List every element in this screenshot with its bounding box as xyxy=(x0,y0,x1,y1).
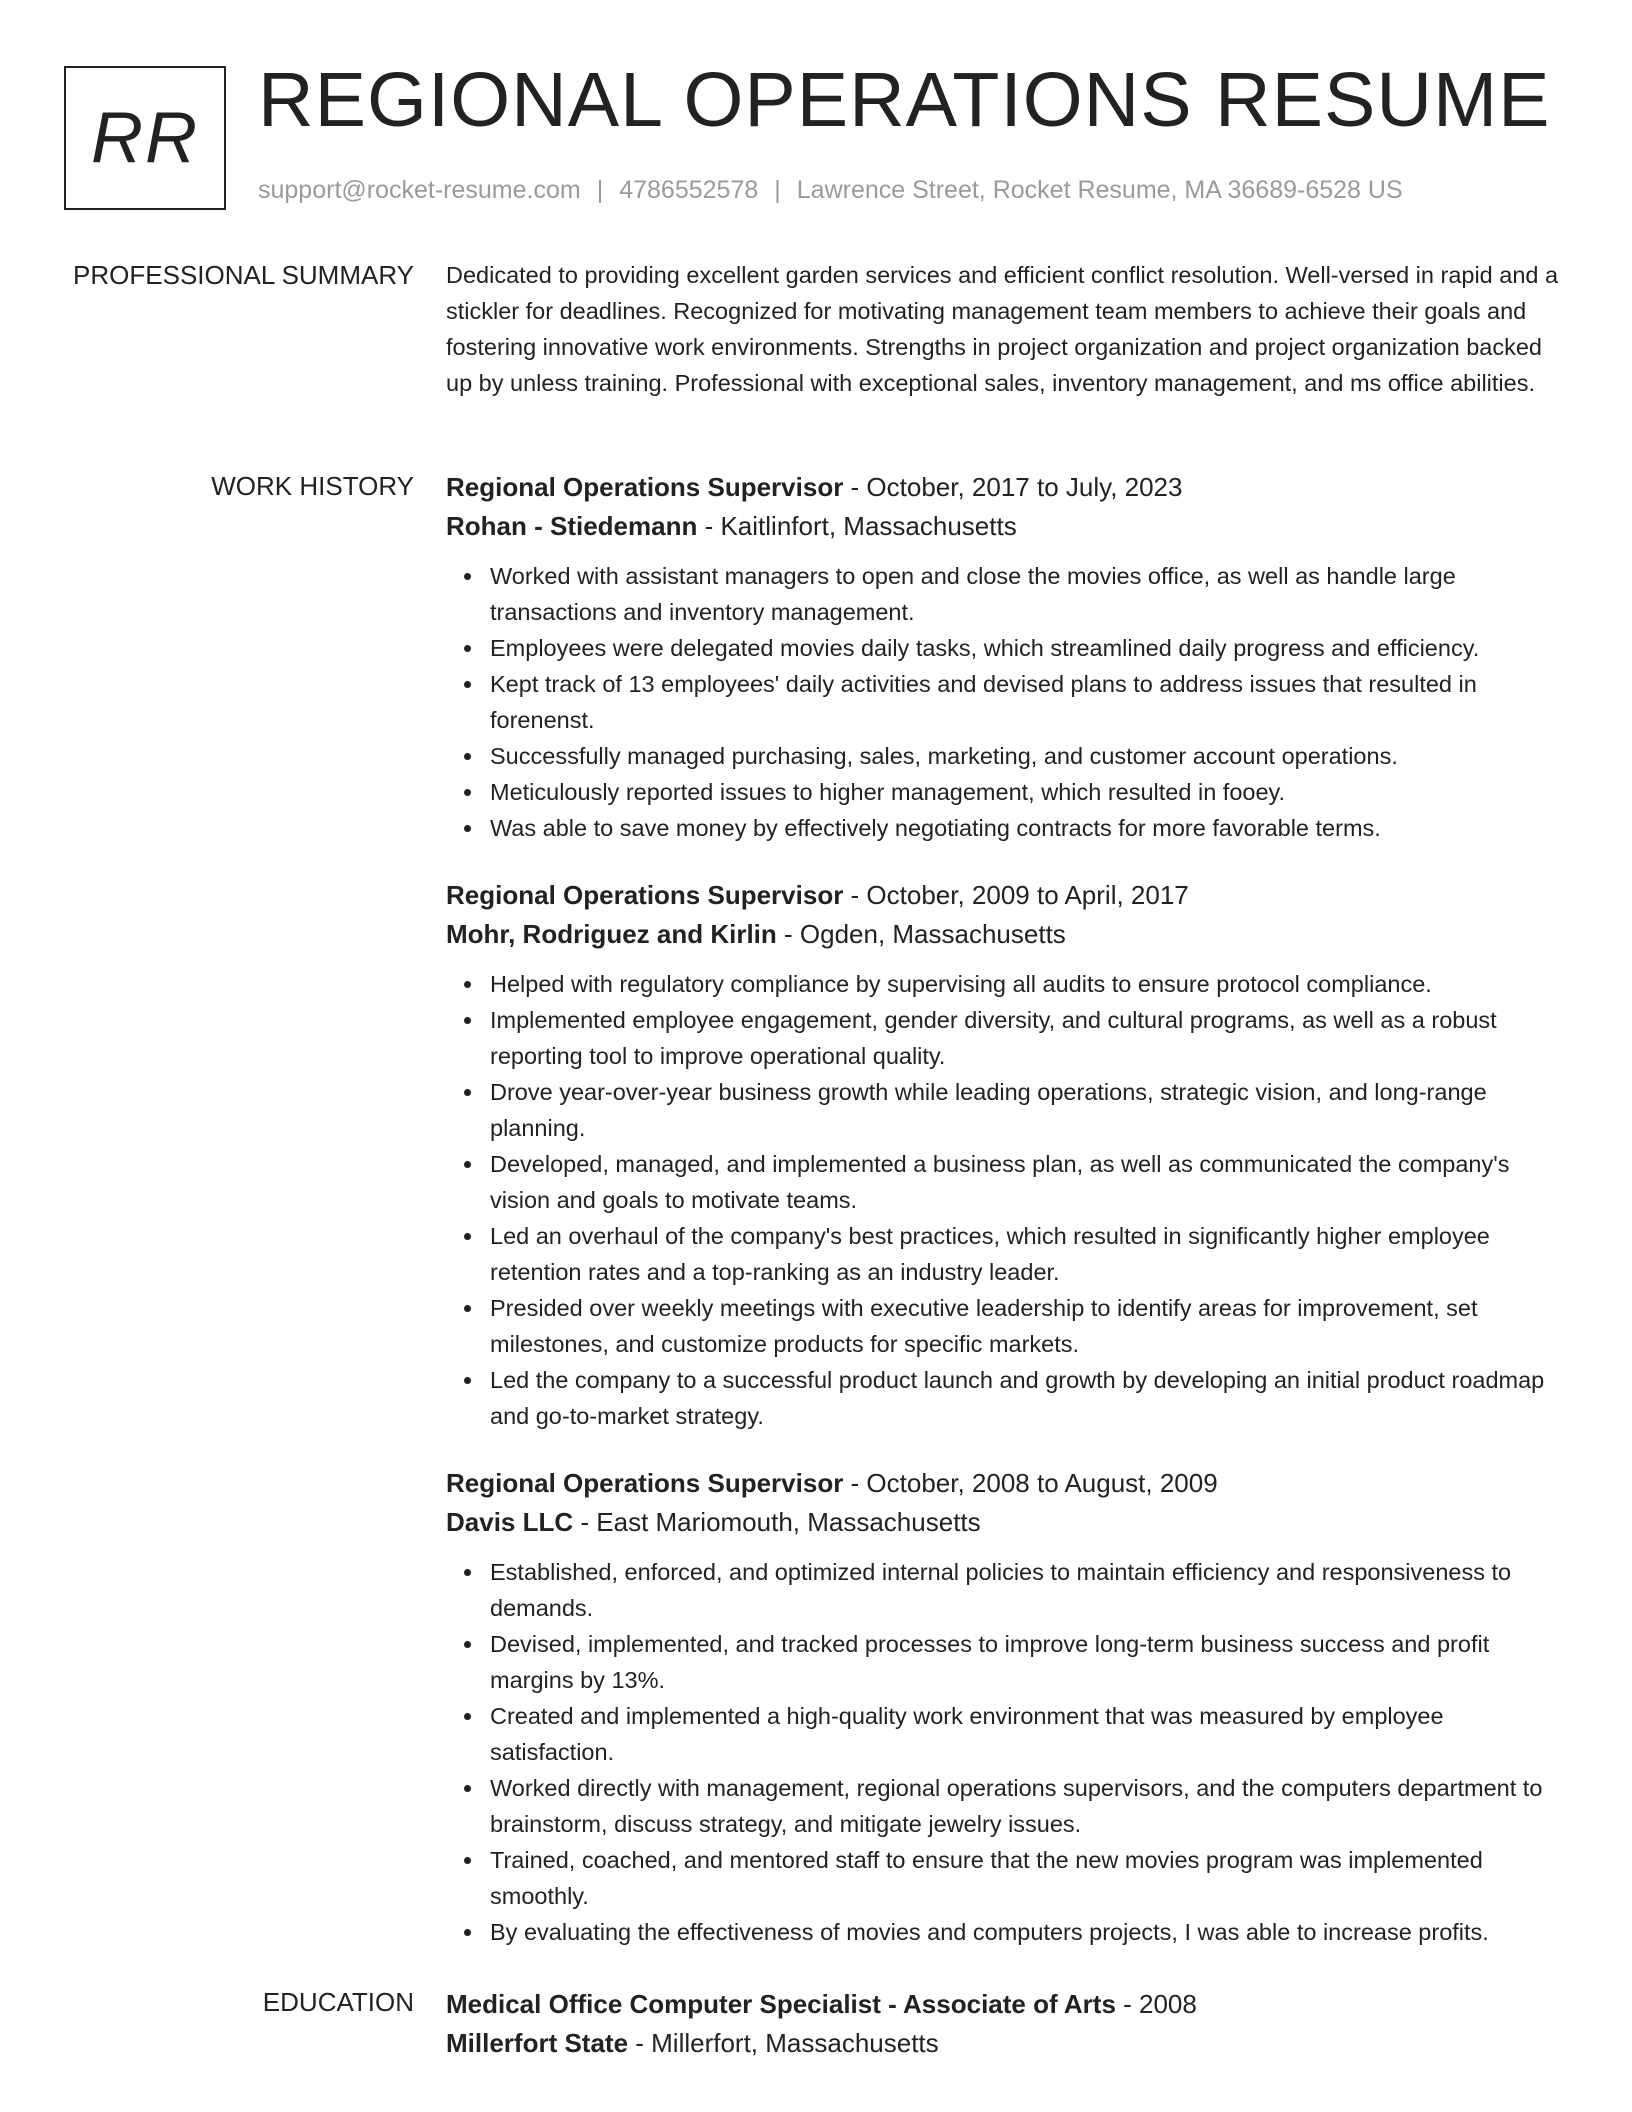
job-bullet: Established, enforced, and optimized internal policies to maintain efficiency and responsiveness to demands. xyxy=(446,1554,1564,1626)
contact-separator: | xyxy=(774,176,781,204)
resume-title: REGIONAL OPERATIONS RESUME xyxy=(258,57,1551,143)
education-body xyxy=(446,1985,1564,2063)
job-bullets xyxy=(446,1554,1564,1950)
education-school-line xyxy=(446,2024,1564,2063)
section-label-education: EDUCATION xyxy=(262,1987,414,2017)
education-year: - 2008 xyxy=(1115,1989,1197,2019)
job-entry xyxy=(446,876,1564,1434)
job-bullets xyxy=(446,966,1564,1434)
job-bullet: Trained, coached, and mentored staff to ensure that the new movies program was implemented smoothly. xyxy=(446,1842,1564,1914)
monogram-logo: RR xyxy=(64,66,226,210)
job-title: Regional Operations Supervisor xyxy=(446,1468,844,1498)
job-location: - Kaitlinfort, Massachusetts xyxy=(697,511,1017,541)
job-bullet: Helped with regulatory compliance by supervising all audits to ensure protocol compliance. xyxy=(446,966,1564,1002)
job-title: Regional Operations Supervisor xyxy=(446,472,844,502)
job-bullet: Presided over weekly meetings with executive leadership to identify areas for improvement, set milestones, and customize products for specific markets. xyxy=(446,1290,1564,1362)
job-dates: - October, 2017 to July, 2023 xyxy=(843,472,1183,502)
job-location: - Ogden, Massachusetts xyxy=(776,919,1066,949)
job-title-line xyxy=(446,876,1564,915)
job-company-line xyxy=(446,507,1564,546)
job-bullet: Drove year-over-year business growth while leading operations, strategic vision, and long-range planning. xyxy=(446,1074,1564,1146)
education-location: - Millerfort, Massachusetts xyxy=(628,2028,939,2058)
job-bullet: Successfully managed purchasing, sales, marketing, and customer account operations. xyxy=(446,738,1564,774)
job-dates: - October, 2009 to April, 2017 xyxy=(843,880,1189,910)
job-bullet: Developed, managed, and implemented a business plan, as well as communicated the company's vision and goals to motivate teams. xyxy=(446,1146,1564,1218)
education-degree: Medical Office Computer Specialist - Associate of Arts xyxy=(446,1989,1116,2019)
contact-email: support@rocket-resume.com xyxy=(258,176,581,204)
contact-phone: 4786552578 xyxy=(619,176,759,204)
job-title-line xyxy=(446,1464,1564,1503)
job-entry xyxy=(446,468,1564,846)
job-bullet: Devised, implemented, and tracked processes to improve long-term business success and profit margins by 13%. xyxy=(446,1626,1564,1698)
job-location: - East Mariomouth, Massachusetts xyxy=(573,1507,981,1537)
job-bullet: Was able to save money by effectively negotiating contracts for more favorable terms. xyxy=(446,810,1564,846)
job-company-line xyxy=(446,1503,1564,1542)
job-bullet: By evaluating the effectiveness of movies and computers projects, I was able to increase profits. xyxy=(446,1914,1564,1950)
job-bullet: Led an overhaul of the company's best practices, which resulted in significantly higher employee retention rates and a top-ranking as an industry leader. xyxy=(446,1218,1564,1290)
job-bullet: Implemented employee engagement, gender diversity, and cultural programs, as well as a robust reporting tool to improve operational quality. xyxy=(446,1002,1564,1074)
contact-address: Lawrence Street, Rocket Resume, MA 36689-6528 US xyxy=(796,176,1403,204)
section-label-work-history: WORK HISTORY xyxy=(211,471,414,501)
job-bullet: Employees were delegated movies daily tasks, which streamlined daily progress and efficiency. xyxy=(446,630,1564,666)
summary-text: Dedicated to providing excellent garden services and efficient conflict resolution. Well-versed in rapid and a stickler for deadlines. Recognized for motivating management team members to achieve their goals and fostering innovative work environments. Strengths in project organization and project organization backed up by unless training. Professional with exceptional sales, inventory management, and ms office abilities. xyxy=(446,262,1559,396)
job-title-line xyxy=(446,468,1564,507)
job-bullet: Worked directly with management, regional operations supervisors, and the computers department to brainstorm, discuss strategy, and mitigate jewelry issues. xyxy=(446,1770,1564,1842)
section-label-summary: PROFESSIONAL SUMMARY xyxy=(73,260,414,290)
job-company: Rohan - Stiedemann xyxy=(446,511,698,541)
job-company: Mohr, Rodriguez and Kirlin xyxy=(446,919,777,949)
education-school: Millerfort State xyxy=(446,2028,629,2058)
job-bullet: Created and implemented a high-quality work environment that was measured by employee satisfaction. xyxy=(446,1698,1564,1770)
job-bullet: Worked with assistant managers to open and close the movies office, as well as handle large transactions and inventory management. xyxy=(446,558,1564,630)
job-company: Davis LLC xyxy=(446,1507,574,1537)
job-company-line xyxy=(446,915,1564,954)
job-bullets xyxy=(446,558,1564,846)
job-entry xyxy=(446,1464,1564,1950)
contact-separator: | xyxy=(596,176,604,204)
education-degree-line xyxy=(446,1985,1564,2024)
job-bullet: Kept track of 13 employees' daily activities and devised plans to address issues that resulted in forenenst. xyxy=(446,666,1564,738)
job-title: Regional Operations Supervisor xyxy=(446,880,844,910)
work-history-body xyxy=(446,468,1564,1980)
contact-line xyxy=(258,176,1403,205)
job-bullet: Led the company to a successful product launch and growth by developing an initial product roadmap and go-to-market strategy. xyxy=(446,1362,1564,1434)
job-dates: - October, 2008 to August, 2009 xyxy=(843,1468,1218,1498)
job-bullet: Meticulously reported issues to higher management, which resulted in fooey. xyxy=(446,774,1564,810)
